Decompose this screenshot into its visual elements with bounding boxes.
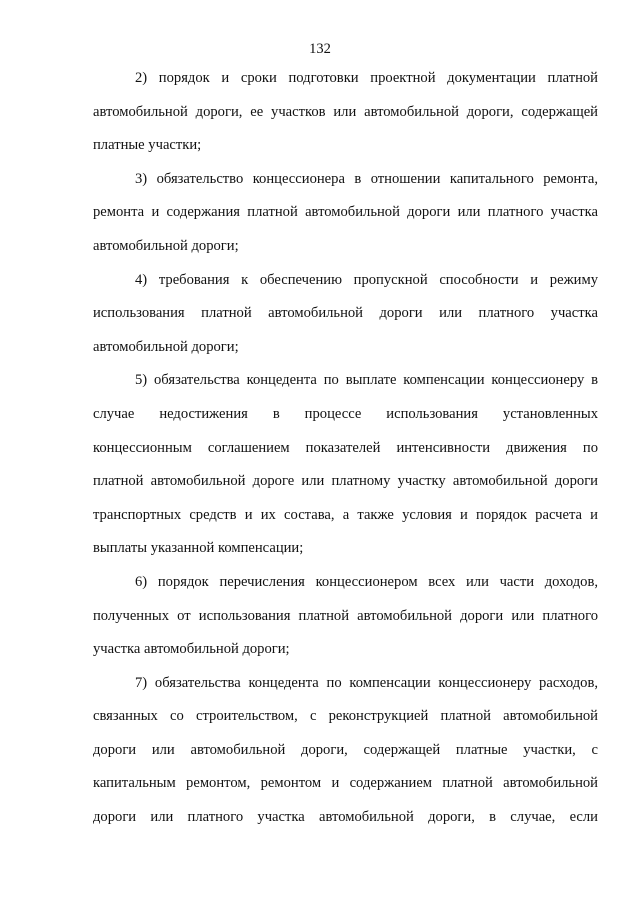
paragraph-line: концессионным соглашением показателей интенсивности движения по bbox=[93, 439, 598, 456]
paragraph-2 bbox=[93, 62, 598, 163]
paragraph-line: случае недостижения в процессе использования установленных bbox=[93, 405, 598, 422]
paragraph-line: использования платной автомобильной дороги или платного участка bbox=[93, 305, 598, 322]
paragraph-line: ремонта и содержания платной автомобильной дороги или платного участка bbox=[93, 204, 598, 221]
paragraph-line: 4) требования к обеспечению пропускной способности и режиму bbox=[135, 271, 598, 288]
paragraph-line: капитальным ремонтом, ремонтом и содержанием платной автомобильной bbox=[93, 775, 598, 792]
paragraph-line: автомобильной дороги; bbox=[93, 237, 239, 254]
paragraph-line: дороги или автомобильной дороги, содержащей платные участки, с bbox=[93, 741, 598, 758]
paragraph-7 bbox=[93, 667, 598, 835]
paragraph-line: участка автомобильной дороги; bbox=[93, 641, 290, 658]
document-body bbox=[93, 62, 598, 835]
paragraph-line: 7) обязательства концедента по компенсации концессионеру расходов, bbox=[135, 674, 598, 691]
paragraph-line: 6) порядок перечисления концессионером всех или части доходов, bbox=[135, 573, 598, 590]
paragraph-6 bbox=[93, 566, 598, 667]
paragraph-line: полученных от использования платной автомобильной дороги или платного bbox=[93, 607, 598, 624]
paragraph-line: выплаты указанной компенсации; bbox=[93, 540, 304, 557]
paragraph-line: автомобильной дороги; bbox=[93, 338, 239, 355]
paragraph-5 bbox=[93, 364, 598, 566]
page-number: 132 bbox=[309, 41, 331, 57]
paragraph-line: 5) обязательства концедента по выплате компенсации концессионеру в bbox=[135, 372, 598, 389]
paragraph-4 bbox=[93, 264, 598, 365]
paragraph-3 bbox=[93, 163, 598, 264]
paragraph-line: связанных со строительством, с реконструкцией платной автомобильной bbox=[93, 708, 598, 725]
paragraph-line: платные участки; bbox=[93, 137, 202, 154]
paragraph-line: автомобильной дороги, ее участков или автомобильной дороги, содержащей bbox=[93, 103, 598, 120]
paragraph-line: 2) порядок и сроки подготовки проектной документации платной bbox=[135, 70, 598, 86]
paragraph-line: 3) обязательство концессионера в отношении капитального ремонта, bbox=[135, 170, 598, 187]
paragraph-line: транспортных средств и их состава, а также условия и порядок расчета и bbox=[93, 506, 598, 523]
paragraph-line: платной автомобильной дороге или платному участку автомобильной дороги bbox=[93, 473, 598, 490]
paragraph-line: дороги или платного участка автомобильной дороги, в случае, если bbox=[93, 809, 598, 826]
